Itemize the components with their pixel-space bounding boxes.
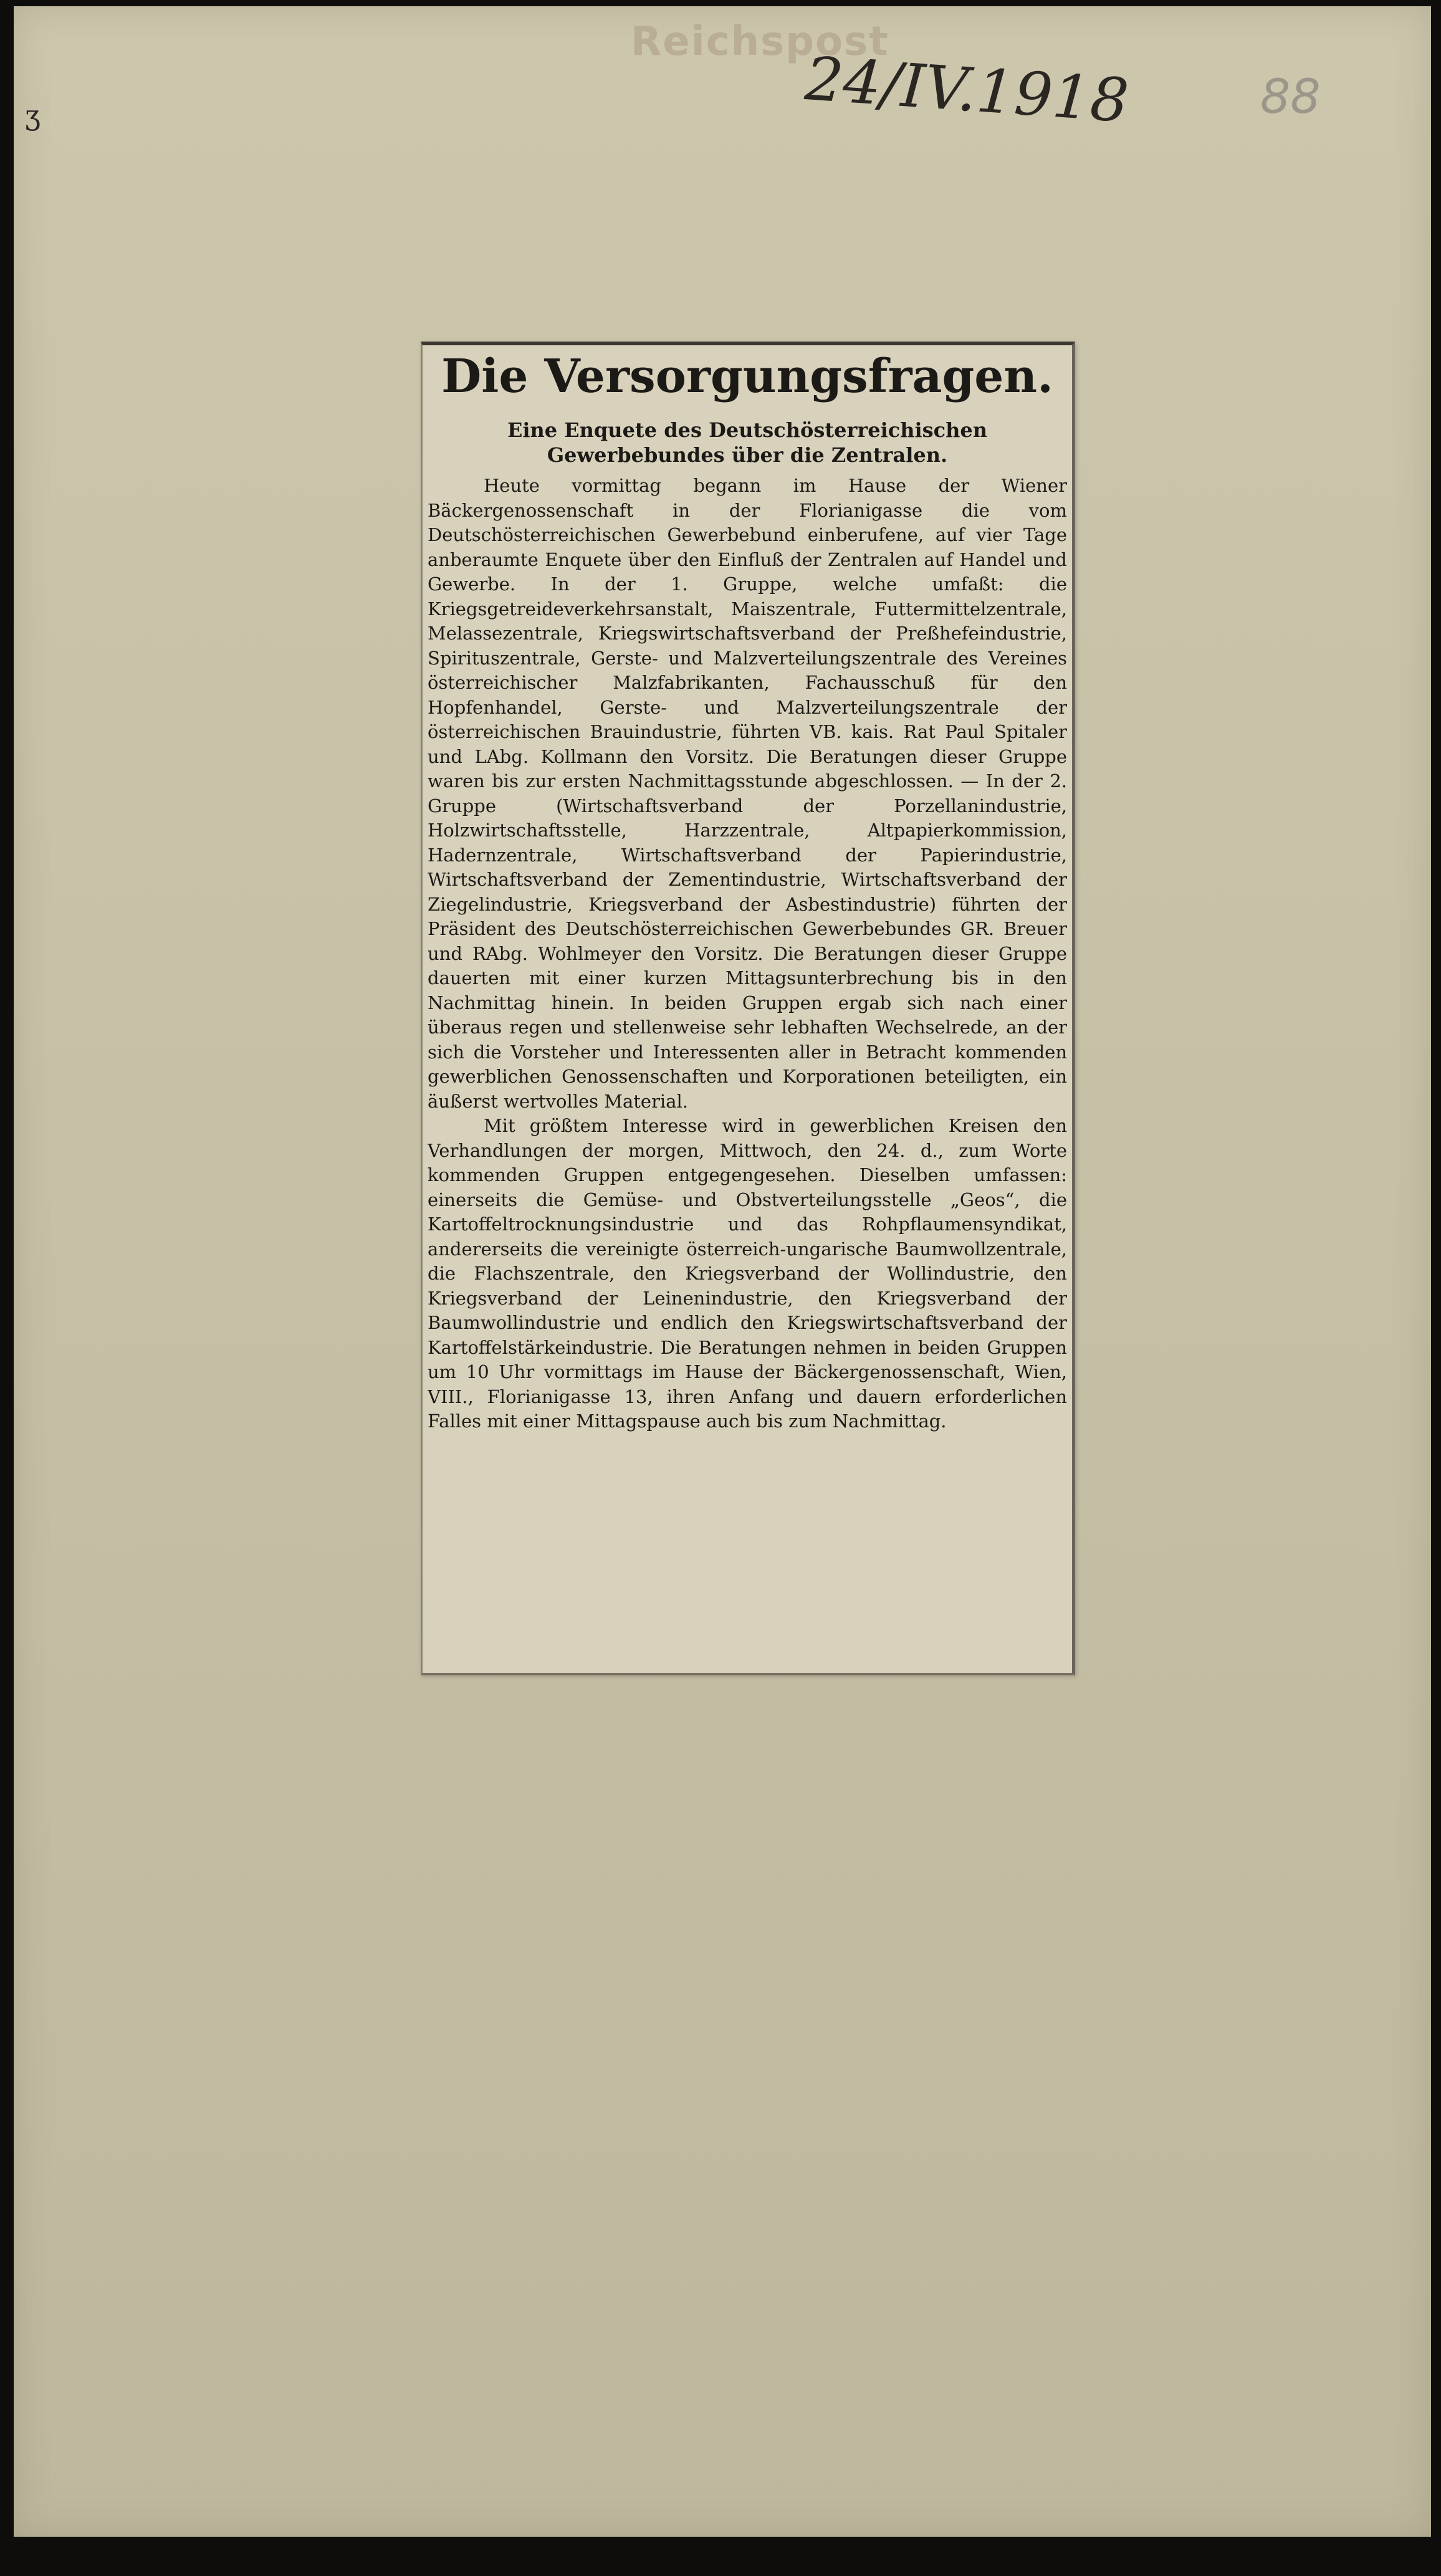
article-paragraph-2: Mit größtem Interesse wird in gewerblichen Kreisen den Verhandlungen der morgen, Mittwoch, den 24. d., zum Worte kommenden Gruppen entgegengesehen. Dieselben umfassen: einerseits die Gemüse- und Obstverteilungsstelle „Geos“, die Kartoffeltrocknungsindustrie und das Rohpflaumensyndikat, andererseits die vereinigte österreich-ungarische Baumwollzentrale, die Flachszentrale, den Kriegsverband der Wollindustrie, den Kriegsverband der Leinenindustrie, den Kriegsverband der Baumwollindustrie und endlich den Kriegswirtschaftsverband der Kartoffelstärkeindustrie. Die Beratungen nehmen in beiden Gruppen um 10 Uhr vormittags im Hause der Bäckergenossenschaft, Wien, VIII., Florianigasse 13, ihren Anfang und dauern erforderlichen Falles mit einer Mittagspause auch bis zum Nachmittag. bbox=[428, 1115, 1067, 1432]
article-subheadline: Eine Enquete des Deutschösterreichischen Gewerbebundes über die Zentralen. bbox=[507, 418, 988, 467]
newspaper-clipping bbox=[421, 342, 1075, 1675]
article-paragraph-1: Heute vormittag begann im Hause der Wiener Bäckergenossenschaft in der Florianigasse die vom Deutschösterreichischen Gewerbebund einberufene, auf vier Tage anberaumte Enquete über den Einfluß der Zentralen auf Handel und Gewerbe. In der 1. Gruppe, welche umfaßt: die Kriegsgetreideverkehrsanstalt, Maiszentrale, Futtermittelzentrale, Melassezentrale, Kriegswirtschaftsverband der Preßhefeindustrie, Spirituszentrale, Gerste- und Malzverteilungszentrale des Vereines österreichischer Malzfabrikanten, Fachausschuß für den Hopfenhandel, Gerste- und Malzverteilungszentrale der österreichischen Brauindustrie, führten VB. kais. Rat Paul Spitaler und LAbg. Kollmann den Vorsitz. Die Beratungen dieser Gruppe waren bis zur ersten Nachmittagsstunde abgeschlossen. — In der 2. Gruppe (Wirtschaftsverband der Porzellanindustrie, Holzwirtschaftsstelle, Harzzentrale, Altpapierkommission, Hadernzentrale, Wirtschaftsverband der Papierindustrie, Wirtschaftsverband der Zementindustrie, Wirtschaftsverband der Ziegelindustrie, Kriegsverband der Asbestindustrie) führten der Präsident des Deutschösterreichischen Gewerbebundes GR. Breuer und RAbg. Wohlmeyer den Vorsitz. Die Beratungen dieser Gruppe dauerten mit einer kurzen Mittagsunterbrechung bis in den Nachmittag hinein. In beiden Gruppen ergab sich nach einer überaus regen und stellenweise sehr lebhaften Wechselrede, an der sich die Vorsteher und Interessenten aller in Betracht kommenden gewerblichen Genossenschaften und Korporationen beteiligten, ein äußerst wertvolles Material. bbox=[428, 475, 1067, 1112]
page-number: 88 bbox=[1260, 69, 1321, 124]
edge-mark: ʒ bbox=[25, 100, 41, 132]
source-stamp: Reichspost bbox=[631, 19, 889, 65]
handwritten-date: 24/IV.1918 bbox=[803, 44, 1131, 136]
article-headline: Die Versorgungsfragen. bbox=[441, 350, 1053, 403]
article-body bbox=[428, 474, 1067, 1658]
